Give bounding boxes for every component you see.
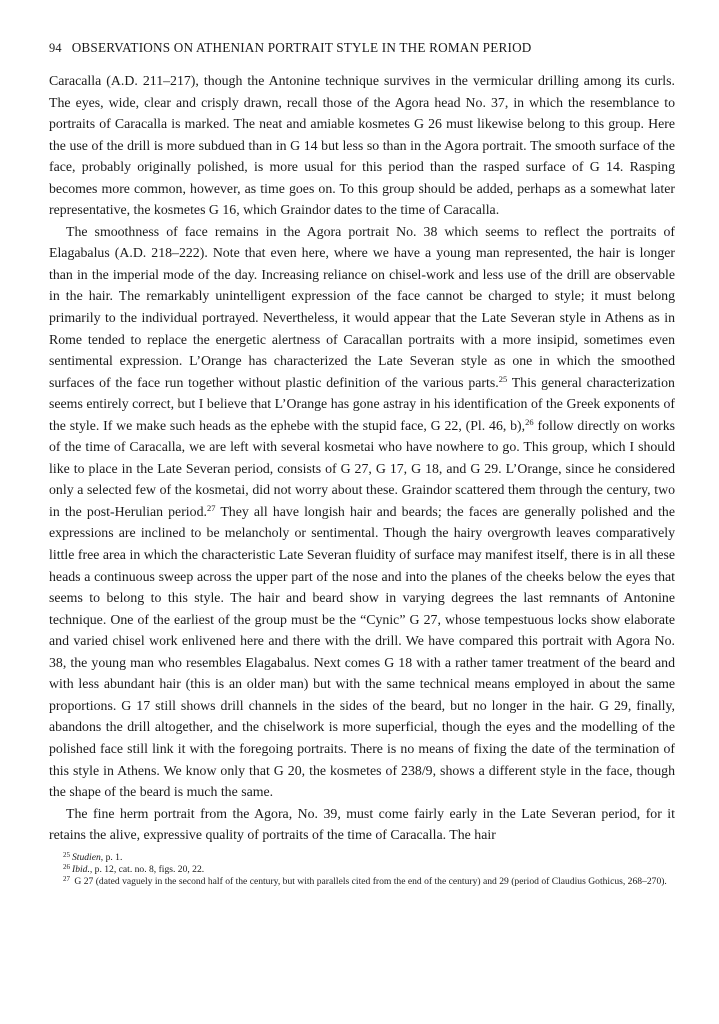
footnote-number: 25 xyxy=(63,850,70,859)
footnote-27 xyxy=(49,876,675,888)
paragraph-2-part-d: They all have longish hair and beards; the faces are generally polished and the expressions are inclined to be melancholy or sentimental. Though the hairy overgrowth leaves comparatively little free area in which the characteristic Late Severan fluidity of surface may manifest itself, there is in all these heads a continuous sweep across the upper part of the nose and into the planes of the cheeks below the eyes that seems to belong to this style. The hair and beard show in varying degrees the last remnants of Antonine technique. One of the earliest of the group must be the “Cynic” G 27, whose tempestuous locks show elaborate and varied chisel work enlivened here and there with the drill. We have compared this portrait with Agora No. 38, the young man who resembles Elagabalus. Next comes G 18 with a rather tamer treatment of the beard and with less abundant hair (this is an older man) but with the same technical means employed in about the same proportions. G 17 still shows drill channels in the sides of the beard, but no longer in the hair. G 29, finally, abandons the drill altogether, and the chiselwork is more superficial, though the eyes and the modelling of the polished face still link it with the foregoing portraits. There is no means of fixing the date of the termination of this style in Athens. We know only that G 20, the kosmetes of 238/9, shows a different style in the face, though the shape of the beard is much the same. xyxy=(49,503,675,800)
footnote-number: 26 xyxy=(63,862,70,871)
footnote-25 xyxy=(49,852,675,864)
footnote-ref-26: 26 xyxy=(525,416,534,427)
running-title: OBSERVATIONS ON ATHENIAN PORTRAIT STYLE IN THE ROMAN PERIOD xyxy=(71,40,532,55)
footnote-number: 27 xyxy=(63,874,70,883)
footnote-ref-27: 27 xyxy=(206,502,216,513)
page-number: 94 xyxy=(49,41,62,55)
paragraph-2-part-a: The smoothness of face remains in the Agora portrait No. 38 which seems to reflect the portraits of Elagabalus (A.D. 218–222). Note that even here, where we have a young man represented, the hair is longer than in the imperial mode of the day. Increasing reliance on chisel-work and less use of the drill are observable in the hair. The remarkably unintelligent expression of the face cannot be charged to style; it must belong primarily to the individual portrayed. Nevertheless, it would appear that the Late Severan style in Athens as in Rome tended to replace the energetic alertness of Caracallan portraits with a more insipid, sometimes even sentimental expression. L’Orange has characterized the Late Severan style as one in which the smoothed surfaces of the face run together without plastic definition of the various parts. xyxy=(49,223,675,390)
body-text xyxy=(49,70,675,846)
paragraph-3: The fine herm portrait from the Agora, No. 39, must come fairly early in the Late Severan period, for it retains the alive, expressive quality of portraits of the time of Caracalla. The hair xyxy=(49,805,675,843)
footnote-text: , p. 1. xyxy=(100,851,123,863)
paragraph-2-part-b: This general characterization seems entirely correct, but I believe that L’Orange has gone astray in his identification of the Greek exponents of the style. If we make such heads as the ephebe with the stupid face, G 22, (Pl. 46, b), xyxy=(49,374,675,433)
paragraph-1: Caracalla (A.D. 211–217), though the Antonine technique survives in the vermicular drilling among its curls. The eyes, wide, clear and crisply drawn, recall those of the Agora head No. 37, in which the resemblance to portraits of Caracalla is marked. The neat and amiable kosmetes G 26 must likewise belong to this group. Here the use of the drill is more subdued than in G 14 but less so than in the Agora portrait. The smooth surface of the face, probably originally polished, is more usual for this period than the rasped surface of G 14. Rasping becomes more common, however, as time goes on. To this group should be added, perhaps as a somewhat later representative, the kosmetes G 16, which Graindor dates to the time of Caracalla. xyxy=(49,73,675,218)
footnote-citation: Studien xyxy=(72,851,101,863)
paragraph-2-part-c: follow directly on works of the time of Caracalla, we are left with several kosmetai who have nowhere to go. This group, which I should like to place in the Late Severan period, consists of G 27, G 17, G 18, and G 29. L’Orange, since he considered only a selected few of the kosmetai, did not worry about these. Graindor scattered them through the century, two in the post-Herulian period. xyxy=(49,417,676,519)
footnote-citation: Ibid. xyxy=(72,863,90,875)
running-head xyxy=(49,40,675,56)
footnote-text: G 27 (dated vaguely in the second half of the century, but with parallels cited from the end of the century) and 29 (period of Claudius Gothicus, 268–270). xyxy=(74,875,667,887)
footnotes xyxy=(49,852,675,888)
footnote-text: , p. 12, cat. no. 8, figs. 20, 22. xyxy=(89,863,205,875)
footnote-26 xyxy=(49,864,675,876)
paragraph-2 xyxy=(49,221,675,803)
page xyxy=(49,40,675,888)
footnote-ref-25: 25 xyxy=(498,373,508,384)
